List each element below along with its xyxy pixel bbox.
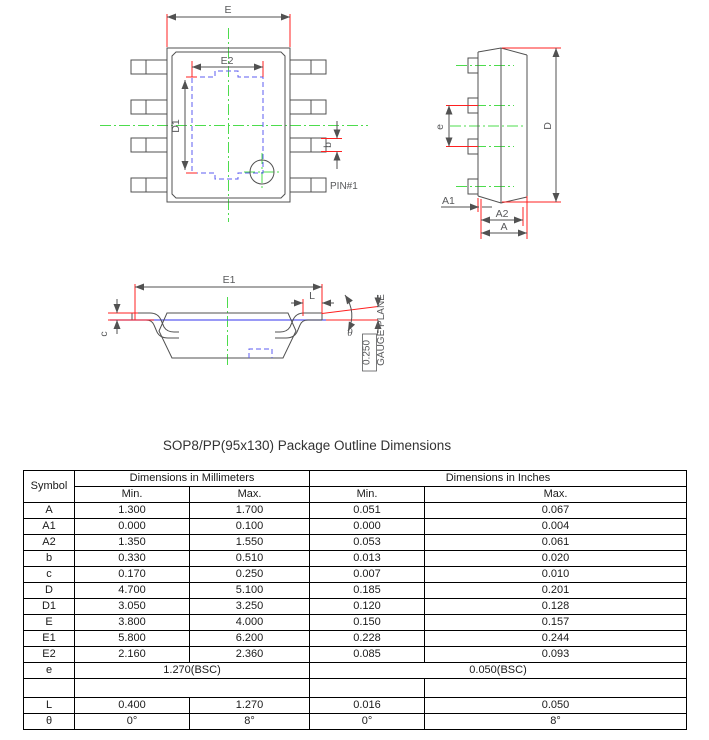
label-A: A bbox=[500, 221, 508, 233]
col-header-millimeters: Dimensions in Millimeters bbox=[75, 471, 310, 487]
inch-max-cell: 0.128 bbox=[425, 599, 687, 615]
table-header-row-1 bbox=[24, 471, 687, 487]
table-row-A1 bbox=[24, 519, 687, 535]
symbol-cell: D1 bbox=[24, 599, 75, 615]
table-row-c bbox=[24, 567, 687, 583]
table-row-E1 bbox=[24, 631, 687, 647]
inch-span-cell: 0.050(BSC) bbox=[310, 663, 687, 679]
table-row-E2 bbox=[24, 647, 687, 663]
table-row-e bbox=[24, 663, 687, 679]
symbol-cell bbox=[24, 679, 75, 698]
inch-max-cell: 0.157 bbox=[425, 615, 687, 631]
label-L: L bbox=[309, 290, 315, 302]
symbol-cell: A1 bbox=[24, 519, 75, 535]
mm-max-cell: 5.100 bbox=[190, 583, 310, 599]
empty-inch-min-cell bbox=[310, 679, 425, 698]
inch-max-cell: 0.093 bbox=[425, 647, 687, 663]
mm-min-cell: 0° bbox=[75, 714, 190, 730]
label-E1: E1 bbox=[222, 274, 236, 286]
label-D1: D1 bbox=[170, 119, 182, 133]
symbol-cell: L bbox=[24, 698, 75, 714]
table-row-E bbox=[24, 615, 687, 631]
inch-max-cell: 0.067 bbox=[425, 503, 687, 519]
table-row-blank bbox=[24, 679, 687, 698]
symbol-cell: E bbox=[24, 615, 75, 631]
label-A2: A2 bbox=[495, 208, 509, 220]
inch-min-cell: 0.085 bbox=[310, 647, 425, 663]
table-row-D1 bbox=[24, 599, 687, 615]
table-header-row-2 bbox=[24, 487, 687, 503]
inch-min-cell: 0.228 bbox=[310, 631, 425, 647]
mm-max-cell: 0.250 bbox=[190, 567, 310, 583]
page-title: SOP8/PP(95x130) Package Outline Dimensions bbox=[162, 438, 452, 453]
mm-min-cell: 0.400 bbox=[75, 698, 190, 714]
label-e: e bbox=[434, 124, 446, 130]
mm-min-cell: 0.330 bbox=[75, 551, 190, 567]
mm-min-cell: 1.350 bbox=[75, 535, 190, 551]
mm-max-cell: 2.360 bbox=[190, 647, 310, 663]
inch-max-cell: 0.244 bbox=[425, 631, 687, 647]
mm-min-cell: 1.300 bbox=[75, 503, 190, 519]
label-b: b bbox=[322, 142, 334, 148]
inch-min-cell: 0.150 bbox=[310, 615, 425, 631]
col-header-mm-max: Max. bbox=[190, 487, 310, 503]
inch-max-cell: 0.020 bbox=[425, 551, 687, 567]
top-view bbox=[100, 4, 368, 222]
table-row-b bbox=[24, 551, 687, 567]
mm-min-cell: 3.800 bbox=[75, 615, 190, 631]
mm-min-cell: 4.700 bbox=[75, 583, 190, 599]
mm-max-cell: 1.700 bbox=[190, 503, 310, 519]
dimensions-table bbox=[23, 470, 687, 730]
mm-max-cell: 6.200 bbox=[190, 631, 310, 647]
label-theta: θ bbox=[347, 327, 353, 339]
mm-min-cell: 5.800 bbox=[75, 631, 190, 647]
inch-min-cell: 0° bbox=[310, 714, 425, 730]
mm-max-cell: 1.550 bbox=[190, 535, 310, 551]
mm-max-cell: 0.510 bbox=[190, 551, 310, 567]
inch-min-cell: 0.000 bbox=[310, 519, 425, 535]
inch-min-cell: 0.013 bbox=[310, 551, 425, 567]
hidden-feature-outline bbox=[249, 349, 272, 358]
empty-mm-cell bbox=[75, 679, 310, 698]
label-D: D bbox=[542, 122, 554, 130]
table-row-L bbox=[24, 698, 687, 714]
col-header-inches: Dimensions in Inches bbox=[310, 471, 687, 487]
side-view bbox=[434, 48, 561, 239]
mm-max-cell: 4.000 bbox=[190, 615, 310, 631]
mm-min-cell: 0.000 bbox=[75, 519, 190, 535]
table-row-θ bbox=[24, 714, 687, 730]
top-view-extension-lines bbox=[167, 14, 342, 173]
inch-min-cell: 0.051 bbox=[310, 503, 425, 519]
symbol-cell: b bbox=[24, 551, 75, 567]
side-view-centerlines bbox=[450, 66, 526, 187]
inch-max-cell: 0.201 bbox=[425, 583, 687, 599]
inch-max-cell: 0.004 bbox=[425, 519, 687, 535]
col-header-symbol: Symbol bbox=[24, 471, 75, 503]
inch-max-cell: 8° bbox=[425, 714, 687, 730]
mm-span-cell: 1.270(BSC) bbox=[75, 663, 310, 679]
mm-min-cell: 3.050 bbox=[75, 599, 190, 615]
col-header-mm-min: Min. bbox=[75, 487, 190, 503]
mm-max-cell: 3.250 bbox=[190, 599, 310, 615]
label-A1: A1 bbox=[442, 195, 455, 207]
symbol-cell: A2 bbox=[24, 535, 75, 551]
mm-max-cell: 1.270 bbox=[190, 698, 310, 714]
inch-min-cell: 0.016 bbox=[310, 698, 425, 714]
inch-max-cell: 0.050 bbox=[425, 698, 687, 714]
label-E: E bbox=[224, 4, 232, 16]
label-c: c bbox=[98, 331, 110, 337]
symbol-cell: E1 bbox=[24, 631, 75, 647]
theta-angle-arc bbox=[345, 295, 352, 331]
mm-max-cell: 0.100 bbox=[190, 519, 310, 535]
mm-min-cell: 0.170 bbox=[75, 567, 190, 583]
symbol-cell: D bbox=[24, 583, 75, 599]
symbol-cell: θ bbox=[24, 714, 75, 730]
front-view bbox=[98, 274, 387, 371]
symbol-cell: e bbox=[24, 663, 75, 679]
inch-min-cell: 0.120 bbox=[310, 599, 425, 615]
symbol-cell: E2 bbox=[24, 647, 75, 663]
inch-max-cell: 0.010 bbox=[425, 567, 687, 583]
label-E2: E2 bbox=[220, 55, 234, 67]
front-view-extension-lines bbox=[108, 284, 378, 320]
label-gauge-plane: GAUGE PLANE bbox=[376, 294, 387, 366]
label-gauge-offset: 0.250 bbox=[361, 339, 373, 366]
inch-max-cell: 0.061 bbox=[425, 535, 687, 551]
inch-min-cell: 0.185 bbox=[310, 583, 425, 599]
col-header-inch-max: Max. bbox=[425, 487, 687, 503]
table-row-A2 bbox=[24, 535, 687, 551]
inch-min-cell: 0.007 bbox=[310, 567, 425, 583]
mm-max-cell: 8° bbox=[190, 714, 310, 730]
inch-min-cell: 0.053 bbox=[310, 535, 425, 551]
table-row-A bbox=[24, 503, 687, 519]
table-row-D bbox=[24, 583, 687, 599]
symbol-cell: c bbox=[24, 567, 75, 583]
label-pin1: PIN#1 bbox=[330, 181, 358, 192]
mm-min-cell: 2.160 bbox=[75, 647, 190, 663]
empty-inch-max-cell bbox=[425, 679, 687, 698]
symbol-cell: A bbox=[24, 503, 75, 519]
col-header-inch-min: Min. bbox=[310, 487, 425, 503]
